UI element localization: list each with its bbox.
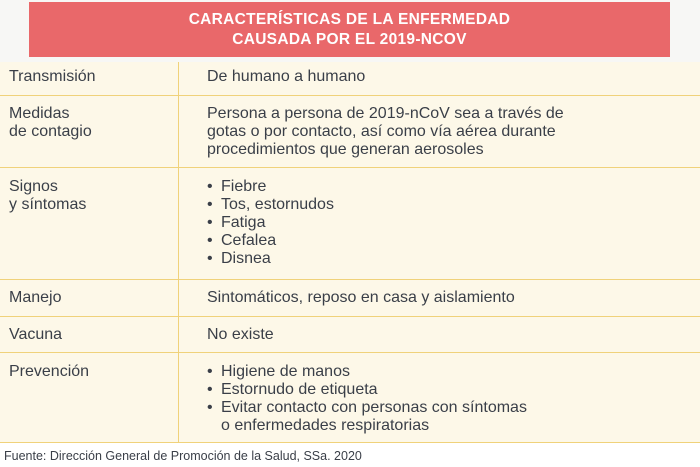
row-signos-sintomas xyxy=(0,168,700,280)
column-divider xyxy=(178,62,179,443)
list-item: • Evitar contacto con personas con síntomas xyxy=(207,399,527,416)
value-manejo: Sintomáticos, reposo en casa y aislamiento xyxy=(207,289,515,306)
value-prevencion xyxy=(207,363,527,435)
bullet-icon: • xyxy=(207,214,213,231)
value-vacuna: No existe xyxy=(207,326,274,343)
label-line: y síntomas xyxy=(9,196,87,213)
list-item-continuation: o enfermedades respiratorias xyxy=(221,417,430,434)
title-line-1: CARACTERÍSTICAS DE LA ENFERMEDAD xyxy=(188,10,511,28)
text-line: gotas o por contacto, así como vía aérea durante xyxy=(207,123,556,140)
label-line: Signos xyxy=(9,178,58,195)
label-line: de contagio xyxy=(9,123,92,140)
list-item: • Tos, estornudos xyxy=(207,196,334,213)
row-medidas-contagio xyxy=(0,96,700,168)
list-item: • Disnea xyxy=(207,250,271,267)
label-line: Medidas xyxy=(9,105,70,122)
bullet-icon: • xyxy=(207,196,213,213)
row-manejo xyxy=(0,280,700,317)
text-line: procedimientos que generan aerosoles xyxy=(207,141,484,158)
prevention-list xyxy=(207,363,527,435)
label-transmision: Transmisión xyxy=(9,68,96,85)
label-manejo: Manejo xyxy=(9,289,62,306)
list-item: • Fiebre xyxy=(207,178,267,195)
row-transmision xyxy=(0,62,700,96)
list-item: • Estornudo de etiqueta xyxy=(207,381,378,398)
title-line-2: CAUSADA POR EL 2019-NCOV xyxy=(232,30,467,48)
bullet-icon: • xyxy=(207,250,213,267)
symptom-list xyxy=(207,178,334,268)
bullet-icon: • xyxy=(207,399,213,416)
value-medidas-contagio xyxy=(207,105,564,159)
source-footnote: Fuente: Dirección General de Promoción de la Salud, SSa. 2020 xyxy=(4,449,362,463)
value-transmision: De humano a humano xyxy=(207,68,366,85)
list-item: • Higiene de manos xyxy=(207,363,350,380)
list-item: • Cefalea xyxy=(207,232,277,249)
bullet-icon: • xyxy=(207,232,213,249)
list-item: • Fatiga xyxy=(207,214,266,231)
row-vacuna xyxy=(0,317,700,353)
value-signos-sintomas xyxy=(207,178,334,268)
label-prevencion: Prevención xyxy=(9,363,90,380)
bullet-icon: • xyxy=(207,363,213,380)
label-signos-sintomas xyxy=(9,178,86,214)
bullet-icon: • xyxy=(207,178,213,195)
table-title xyxy=(29,2,670,57)
bullet-icon: • xyxy=(207,381,213,398)
text-line: Persona a persona de 2019-nCoV sea a través de xyxy=(207,105,564,122)
row-prevencion xyxy=(0,353,700,443)
label-vacuna: Vacuna xyxy=(9,326,63,343)
label-medidas-contagio xyxy=(9,105,92,141)
header-band xyxy=(0,0,700,62)
